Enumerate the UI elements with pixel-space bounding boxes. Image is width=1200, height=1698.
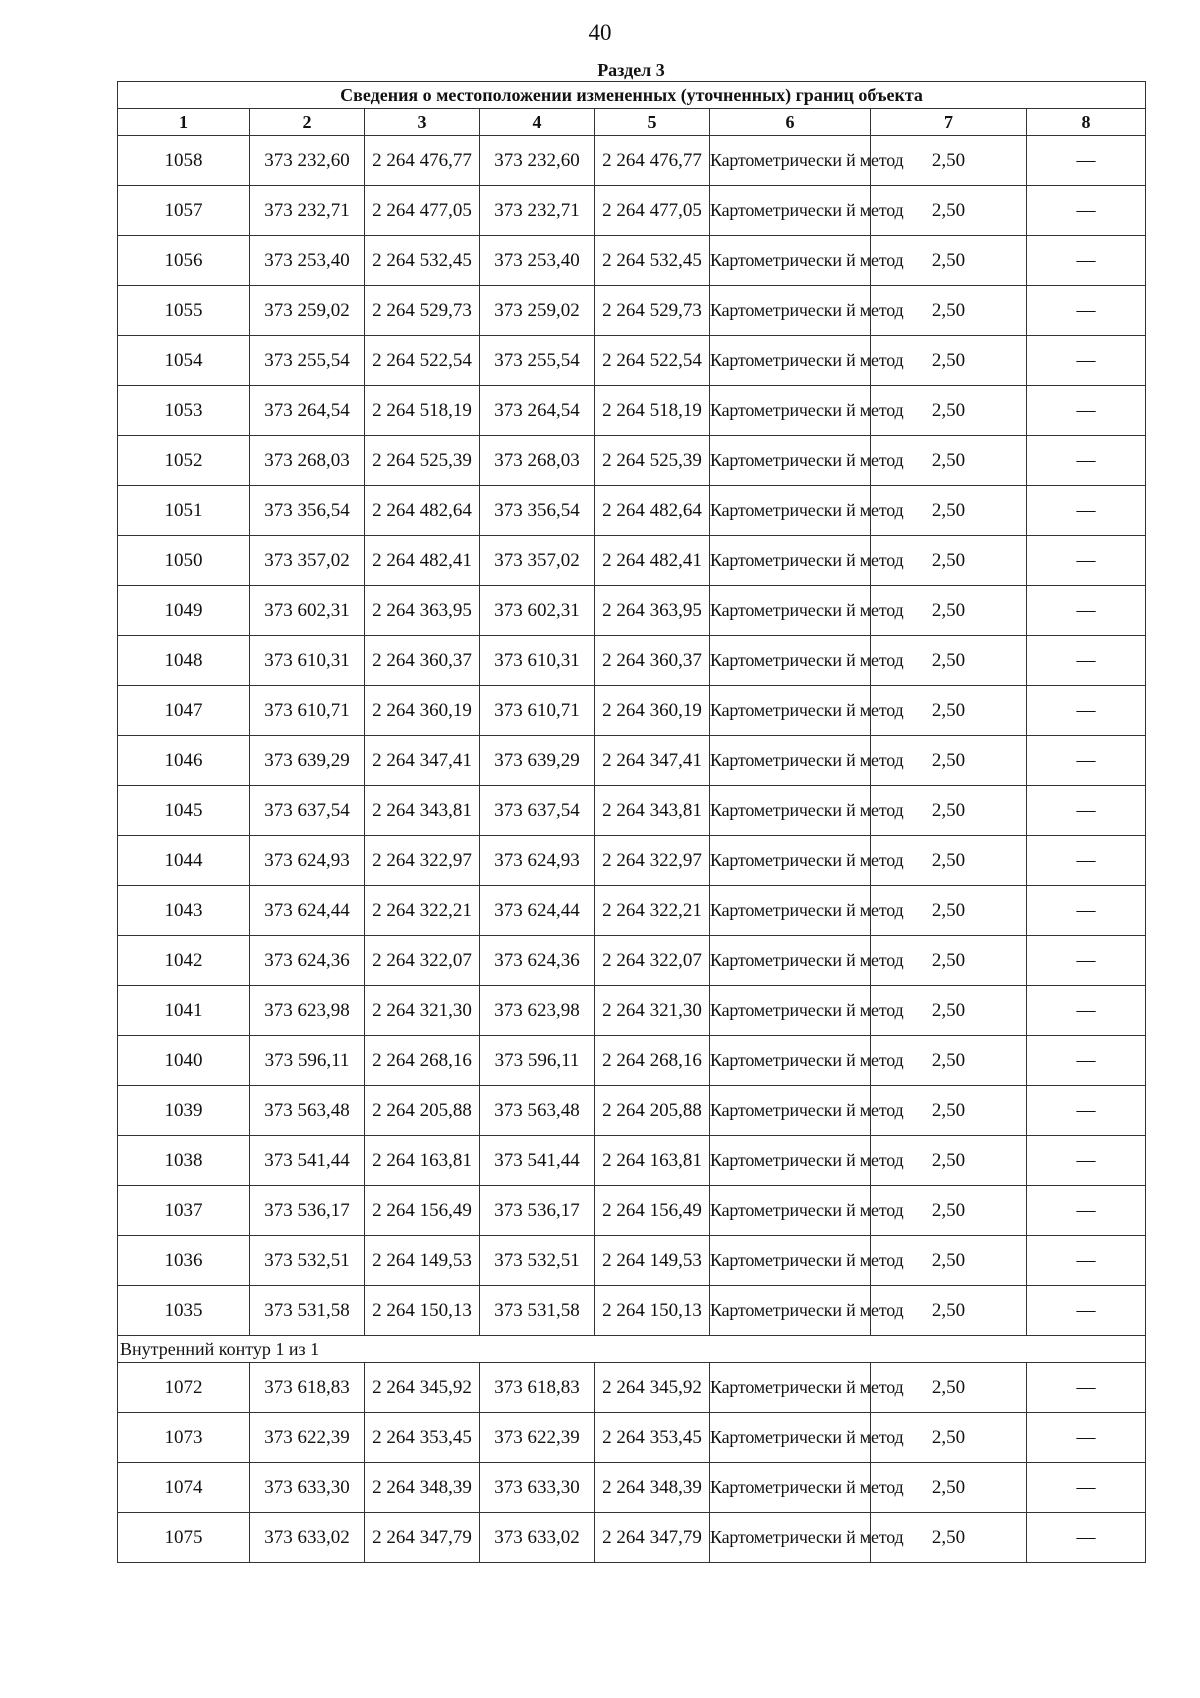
x-new-cell: 373 531,58: [480, 1286, 595, 1336]
point-number-cell: 1055: [118, 286, 250, 336]
point-number-cell: 1057: [118, 186, 250, 236]
x-old-cell: 373 268,03: [250, 436, 365, 486]
x-old-cell: 373 232,60: [250, 136, 365, 186]
table-row: [118, 1136, 1146, 1186]
y-new-cell: 2 264 348,39: [595, 1463, 710, 1513]
y-new-cell: 2 264 163,81: [595, 1136, 710, 1186]
description-cell: —: [1027, 1186, 1146, 1236]
method-cell: Картометрически й метод: [710, 1463, 871, 1513]
point-number-cell: 1048: [118, 636, 250, 686]
y-new-cell: 2 264 482,64: [595, 486, 710, 536]
accuracy-cell: 2,50: [871, 1363, 1027, 1413]
table-row: [118, 386, 1146, 436]
description-cell: —: [1027, 1463, 1146, 1513]
table-row: [118, 1286, 1146, 1336]
x-new-cell: 373 268,03: [480, 436, 595, 486]
y-old-cell: 2 264 522,54: [365, 336, 480, 386]
y-old-cell: 2 264 322,21: [365, 886, 480, 936]
table-row: [118, 1363, 1146, 1413]
table-row: [118, 1236, 1146, 1286]
accuracy-cell: 2,50: [871, 586, 1027, 636]
method-cell: Картометрически й метод: [710, 1186, 871, 1236]
y-new-cell: 2 264 477,05: [595, 186, 710, 236]
accuracy-cell: 2,50: [871, 1413, 1027, 1463]
x-new-cell: 373 624,93: [480, 836, 595, 886]
x-new-cell: 373 596,11: [480, 1036, 595, 1086]
method-cell: Картометрически й метод: [710, 1363, 871, 1413]
accuracy-cell: 2,50: [871, 1513, 1027, 1563]
description-cell: —: [1027, 586, 1146, 636]
x-new-cell: 373 610,31: [480, 636, 595, 686]
x-new-cell: 373 264,54: [480, 386, 595, 436]
accuracy-cell: 2,50: [871, 1463, 1027, 1513]
page-number: 40: [588, 20, 612, 45]
accuracy-cell: 2,50: [871, 1186, 1027, 1236]
x-old-cell: 373 624,36: [250, 936, 365, 986]
y-old-cell: 2 264 477,05: [365, 186, 480, 236]
y-new-cell: 2 264 156,49: [595, 1186, 710, 1236]
table-row: [118, 1086, 1146, 1136]
method-cell: Картометрически й метод: [710, 586, 871, 636]
y-old-cell: 2 264 476,77: [365, 136, 480, 186]
point-number-cell: 1073: [118, 1413, 250, 1463]
point-number-cell: 1037: [118, 1186, 250, 1236]
table-row: [118, 636, 1146, 686]
y-old-cell: 2 264 345,92: [365, 1363, 480, 1413]
y-old-cell: 2 264 525,39: [365, 436, 480, 486]
column-number: 1: [118, 109, 250, 136]
point-number-cell: 1035: [118, 1286, 250, 1336]
point-number-cell: 1053: [118, 386, 250, 436]
x-new-cell: 373 602,31: [480, 586, 595, 636]
accuracy-cell: 2,50: [871, 836, 1027, 886]
x-old-cell: 373 264,54: [250, 386, 365, 436]
point-number-cell: 1041: [118, 986, 250, 1036]
method-cell: Картометрически й метод: [710, 1136, 871, 1186]
point-number-cell: 1046: [118, 736, 250, 786]
y-new-cell: 2 264 347,41: [595, 736, 710, 786]
y-new-cell: 2 264 322,07: [595, 936, 710, 986]
point-number-cell: 1040: [118, 1036, 250, 1086]
y-old-cell: 2 264 322,07: [365, 936, 480, 986]
y-new-cell: 2 264 522,54: [595, 336, 710, 386]
y-new-cell: 2 264 205,88: [595, 1086, 710, 1136]
x-old-cell: 373 637,54: [250, 786, 365, 836]
point-number-cell: 1058: [118, 136, 250, 186]
x-old-cell: 373 232,71: [250, 186, 365, 236]
method-cell: Картометрически й метод: [710, 836, 871, 886]
x-old-cell: 373 622,39: [250, 1413, 365, 1463]
y-new-cell: 2 264 532,45: [595, 236, 710, 286]
x-old-cell: 373 602,31: [250, 586, 365, 636]
accuracy-cell: 2,50: [871, 736, 1027, 786]
description-cell: —: [1027, 736, 1146, 786]
column-number: 7: [871, 109, 1027, 136]
point-number-cell: 1052: [118, 436, 250, 486]
method-cell: Картометрически й метод: [710, 186, 871, 236]
y-new-cell: 2 264 360,19: [595, 686, 710, 736]
x-new-cell: 373 622,39: [480, 1413, 595, 1463]
x-old-cell: 373 610,71: [250, 686, 365, 736]
section-title: Раздел 3: [597, 60, 665, 80]
description-cell: —: [1027, 1286, 1146, 1336]
x-old-cell: 373 618,83: [250, 1363, 365, 1413]
table-row: [118, 786, 1146, 836]
y-old-cell: 2 264 343,81: [365, 786, 480, 836]
method-cell: Картометрически й метод: [710, 136, 871, 186]
accuracy-cell: 2,50: [871, 636, 1027, 686]
method-cell: Картометрически й метод: [710, 1413, 871, 1463]
table-row: [118, 836, 1146, 886]
y-old-cell: 2 264 360,19: [365, 686, 480, 736]
point-number-cell: 1051: [118, 486, 250, 536]
accuracy-cell: 2,50: [871, 1286, 1027, 1336]
x-new-cell: 373 624,36: [480, 936, 595, 986]
method-cell: Картометрически й метод: [710, 936, 871, 986]
description-cell: —: [1027, 1086, 1146, 1136]
x-old-cell: 373 357,02: [250, 536, 365, 586]
table-row: [118, 1513, 1146, 1563]
y-new-cell: 2 264 345,92: [595, 1363, 710, 1413]
column-number: 4: [480, 109, 595, 136]
x-old-cell: 373 596,11: [250, 1036, 365, 1086]
x-old-cell: 373 633,02: [250, 1513, 365, 1563]
point-number-cell: 1056: [118, 236, 250, 286]
point-number-cell: 1047: [118, 686, 250, 736]
column-number: 2: [250, 109, 365, 136]
y-old-cell: 2 264 347,41: [365, 736, 480, 786]
y-new-cell: 2 264 353,45: [595, 1413, 710, 1463]
x-old-cell: 373 536,17: [250, 1186, 365, 1236]
y-new-cell: 2 264 268,16: [595, 1036, 710, 1086]
x-new-cell: 373 563,48: [480, 1086, 595, 1136]
point-number-cell: 1075: [118, 1513, 250, 1563]
x-old-cell: 373 255,54: [250, 336, 365, 386]
description-cell: —: [1027, 786, 1146, 836]
y-old-cell: 2 264 205,88: [365, 1086, 480, 1136]
table-caption: Сведения о местоположении измененных (уточненных) границ объекта: [118, 82, 1146, 109]
y-old-cell: 2 264 347,79: [365, 1513, 480, 1563]
x-new-cell: 373 357,02: [480, 536, 595, 586]
description-cell: —: [1027, 636, 1146, 686]
method-cell: Картометрически й метод: [710, 886, 871, 936]
method-cell: Картометрически й метод: [710, 286, 871, 336]
description-cell: —: [1027, 1136, 1146, 1186]
y-new-cell: 2 264 347,79: [595, 1513, 710, 1563]
contour-label: Внутренний контур 1 из 1: [118, 1336, 1146, 1363]
x-old-cell: 373 563,48: [250, 1086, 365, 1136]
description-cell: —: [1027, 386, 1146, 436]
description-cell: —: [1027, 886, 1146, 936]
point-number-cell: 1049: [118, 586, 250, 636]
y-new-cell: 2 264 149,53: [595, 1236, 710, 1286]
y-old-cell: 2 264 360,37: [365, 636, 480, 686]
method-cell: Картометрически й метод: [710, 336, 871, 386]
accuracy-cell: 2,50: [871, 886, 1027, 936]
x-new-cell: 373 637,54: [480, 786, 595, 836]
method-cell: Картометрически й метод: [710, 986, 871, 1036]
x-old-cell: 373 639,29: [250, 736, 365, 786]
x-old-cell: 373 541,44: [250, 1136, 365, 1186]
x-old-cell: 373 532,51: [250, 1236, 365, 1286]
y-old-cell: 2 264 363,95: [365, 586, 480, 636]
point-number-cell: 1036: [118, 1236, 250, 1286]
y-new-cell: 2 264 321,30: [595, 986, 710, 1036]
description-cell: —: [1027, 536, 1146, 586]
x-old-cell: 373 610,31: [250, 636, 365, 686]
y-old-cell: 2 264 321,30: [365, 986, 480, 1036]
y-new-cell: 2 264 525,39: [595, 436, 710, 486]
accuracy-cell: 2,50: [871, 1086, 1027, 1136]
x-old-cell: 373 531,58: [250, 1286, 365, 1336]
table-body: [118, 136, 1146, 1563]
description-cell: —: [1027, 136, 1146, 186]
point-number-cell: 1054: [118, 336, 250, 386]
y-old-cell: 2 264 482,41: [365, 536, 480, 586]
accuracy-cell: 2,50: [871, 186, 1027, 236]
point-number-cell: 1038: [118, 1136, 250, 1186]
y-new-cell: 2 264 322,21: [595, 886, 710, 936]
method-cell: Картометрически й метод: [710, 1513, 871, 1563]
x-new-cell: 373 232,60: [480, 136, 595, 186]
table-row: [118, 936, 1146, 986]
accuracy-cell: 2,50: [871, 1236, 1027, 1286]
description-cell: —: [1027, 1513, 1146, 1563]
method-cell: Картометрически й метод: [710, 1236, 871, 1286]
x-old-cell: 373 623,98: [250, 986, 365, 1036]
y-old-cell: 2 264 529,73: [365, 286, 480, 336]
method-cell: Картометрически й метод: [710, 636, 871, 686]
y-new-cell: 2 264 529,73: [595, 286, 710, 336]
table-row: [118, 1186, 1146, 1236]
x-old-cell: 373 624,93: [250, 836, 365, 886]
y-new-cell: 2 264 476,77: [595, 136, 710, 186]
table-row: [118, 1463, 1146, 1513]
x-new-cell: 373 532,51: [480, 1236, 595, 1286]
table-row: [118, 286, 1146, 336]
x-new-cell: 373 259,02: [480, 286, 595, 336]
x-new-cell: 373 633,30: [480, 1463, 595, 1513]
accuracy-cell: 2,50: [871, 336, 1027, 386]
y-old-cell: 2 264 150,13: [365, 1286, 480, 1336]
accuracy-cell: 2,50: [871, 686, 1027, 736]
description-cell: —: [1027, 436, 1146, 486]
table-row: [118, 136, 1146, 186]
accuracy-cell: 2,50: [871, 786, 1027, 836]
table-row: [118, 1036, 1146, 1086]
y-new-cell: 2 264 322,97: [595, 836, 710, 886]
method-cell: Картометрически й метод: [710, 1286, 871, 1336]
table-row: [118, 336, 1146, 386]
accuracy-cell: 2,50: [871, 1136, 1027, 1186]
accuracy-cell: 2,50: [871, 486, 1027, 536]
x-new-cell: 373 253,40: [480, 236, 595, 286]
y-new-cell: 2 264 482,41: [595, 536, 710, 586]
point-number-cell: 1072: [118, 1363, 250, 1413]
accuracy-cell: 2,50: [871, 136, 1027, 186]
x-new-cell: 373 618,83: [480, 1363, 595, 1413]
column-number: 8: [1027, 109, 1146, 136]
table-row: [118, 686, 1146, 736]
point-number-cell: 1050: [118, 536, 250, 586]
method-cell: Картометрически й метод: [710, 736, 871, 786]
method-cell: Картометрически й метод: [710, 786, 871, 836]
description-cell: —: [1027, 1413, 1146, 1463]
accuracy-cell: 2,50: [871, 386, 1027, 436]
point-number-cell: 1074: [118, 1463, 250, 1513]
table-row: [118, 236, 1146, 286]
x-new-cell: 373 232,71: [480, 186, 595, 236]
description-cell: —: [1027, 936, 1146, 986]
contour-header-row: [118, 1336, 1146, 1363]
x-new-cell: 373 536,17: [480, 1186, 595, 1236]
y-old-cell: 2 264 163,81: [365, 1136, 480, 1186]
x-new-cell: 373 356,54: [480, 486, 595, 536]
description-cell: —: [1027, 286, 1146, 336]
y-old-cell: 2 264 482,64: [365, 486, 480, 536]
x-new-cell: 373 255,54: [480, 336, 595, 386]
x-new-cell: 373 639,29: [480, 736, 595, 786]
table-row: [118, 486, 1146, 536]
x-new-cell: 373 610,71: [480, 686, 595, 736]
y-old-cell: 2 264 268,16: [365, 1036, 480, 1086]
y-old-cell: 2 264 532,45: [365, 236, 480, 286]
table-row: [118, 986, 1146, 1036]
column-number: 5: [595, 109, 710, 136]
description-cell: —: [1027, 986, 1146, 1036]
description-cell: —: [1027, 336, 1146, 386]
method-cell: Картометрически й метод: [710, 236, 871, 286]
table-row: [118, 436, 1146, 486]
y-old-cell: 2 264 149,53: [365, 1236, 480, 1286]
x-new-cell: 373 623,98: [480, 986, 595, 1036]
point-number-cell: 1039: [118, 1086, 250, 1136]
point-number-cell: 1043: [118, 886, 250, 936]
y-old-cell: 2 264 348,39: [365, 1463, 480, 1513]
method-cell: Картометрически й метод: [710, 686, 871, 736]
point-number-cell: 1044: [118, 836, 250, 886]
accuracy-cell: 2,50: [871, 236, 1027, 286]
table-row: [118, 586, 1146, 636]
x-new-cell: 373 541,44: [480, 1136, 595, 1186]
y-old-cell: 2 264 518,19: [365, 386, 480, 436]
table-row: [118, 1413, 1146, 1463]
column-number: 6: [710, 109, 871, 136]
y-new-cell: 2 264 150,13: [595, 1286, 710, 1336]
table-row: [118, 186, 1146, 236]
table-row: [118, 886, 1146, 936]
accuracy-cell: 2,50: [871, 536, 1027, 586]
y-old-cell: 2 264 156,49: [365, 1186, 480, 1236]
description-cell: —: [1027, 486, 1146, 536]
y-old-cell: 2 264 322,97: [365, 836, 480, 886]
column-number: 3: [365, 109, 480, 136]
method-cell: Картометрически й метод: [710, 1036, 871, 1086]
method-cell: Картометрически й метод: [710, 436, 871, 486]
x-old-cell: 373 633,30: [250, 1463, 365, 1513]
x-old-cell: 373 259,02: [250, 286, 365, 336]
accuracy-cell: 2,50: [871, 286, 1027, 336]
x-old-cell: 373 356,54: [250, 486, 365, 536]
y-new-cell: 2 264 363,95: [595, 586, 710, 636]
accuracy-cell: 2,50: [871, 936, 1027, 986]
accuracy-cell: 2,50: [871, 436, 1027, 486]
description-cell: —: [1027, 1036, 1146, 1086]
y-old-cell: 2 264 353,45: [365, 1413, 480, 1463]
method-cell: Картометрически й метод: [710, 386, 871, 436]
description-cell: —: [1027, 1236, 1146, 1286]
y-new-cell: 2 264 360,37: [595, 636, 710, 686]
point-number-cell: 1045: [118, 786, 250, 836]
description-cell: —: [1027, 1363, 1146, 1413]
x-old-cell: 373 253,40: [250, 236, 365, 286]
y-new-cell: 2 264 518,19: [595, 386, 710, 436]
description-cell: —: [1027, 836, 1146, 886]
x-old-cell: 373 624,44: [250, 886, 365, 936]
x-new-cell: 373 624,44: [480, 886, 595, 936]
method-cell: Картометрически й метод: [710, 536, 871, 586]
point-number-cell: 1042: [118, 936, 250, 986]
accuracy-cell: 2,50: [871, 986, 1027, 1036]
accuracy-cell: 2,50: [871, 1036, 1027, 1086]
description-cell: —: [1027, 236, 1146, 286]
method-cell: Картометрически й метод: [710, 1086, 871, 1136]
x-new-cell: 373 633,02: [480, 1513, 595, 1563]
column-number-row: [118, 109, 1146, 136]
method-cell: Картометрически й метод: [710, 486, 871, 536]
boundary-coordinates-table: [117, 81, 1146, 1563]
table-row: [118, 736, 1146, 786]
description-cell: —: [1027, 686, 1146, 736]
table-row: [118, 536, 1146, 586]
y-new-cell: 2 264 343,81: [595, 786, 710, 836]
description-cell: —: [1027, 186, 1146, 236]
